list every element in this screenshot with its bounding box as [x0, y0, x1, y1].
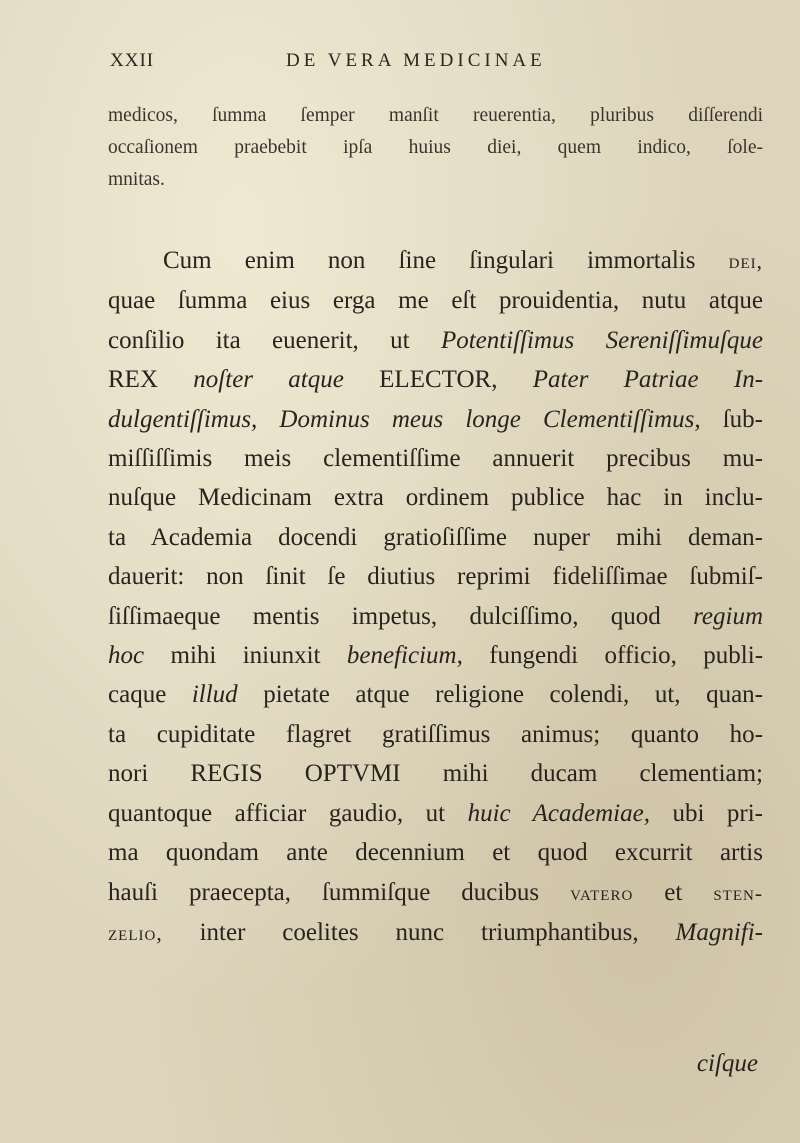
- italic-run: huic Academiae,: [467, 799, 650, 827]
- text-line: mnitas.: [108, 169, 165, 190]
- text-line: [108, 873, 763, 913]
- text-run: pietate atque religione colendi, ut, quan-: [263, 681, 764, 709]
- text-run: REX: [108, 366, 158, 394]
- text-run: et: [664, 878, 683, 906]
- page-number: XXII: [110, 50, 155, 71]
- text-run: quantoque afficiar gaudio, ut: [108, 799, 446, 827]
- text-line: [108, 321, 763, 360]
- text-run: mihi iniunxit: [170, 642, 321, 670]
- text-line: nori REGIS OPTVMI mihi ducam clementiam;: [108, 760, 763, 788]
- running-title: DE VERA MEDICINAE: [286, 50, 546, 71]
- italic-run: Potentiſſimus Sereniſſimuſque: [440, 326, 763, 354]
- italic-run: hoc: [108, 642, 145, 670]
- italic-run: illud: [191, 681, 238, 709]
- text-line: [108, 636, 763, 675]
- small-caps-run: vatero: [570, 880, 634, 905]
- text-line: miſſiſſimis meis clementiſſime annuerit precibus mu-: [108, 445, 763, 473]
- text-line: ta cupiditate flagret gratiſſimus animus; quanto ho-: [108, 720, 763, 748]
- running-header: [110, 50, 690, 80]
- text-line: [108, 794, 763, 833]
- text-run: Cum enim non ſine ſingulari immortalis: [163, 247, 696, 274]
- text-line: [108, 360, 763, 399]
- text-run: hauſi praecepta, ſummiſque ducibus: [108, 878, 540, 906]
- text-line: ta Academia docendi gratioſiſſime nuper mihi deman-: [108, 523, 763, 551]
- text-line: nuſque Medicinam extra ordinem publice hac in inclu-: [108, 484, 763, 512]
- text-run: ſub-: [722, 405, 764, 433]
- text-run: ſiſſimaeque mentis impetus, dulciſſimo, quod: [108, 602, 661, 630]
- small-caps-run: sten-: [713, 880, 764, 905]
- italic-run: Magnifi-: [675, 918, 764, 946]
- text-run: fungendi officio, publi-: [489, 642, 764, 670]
- text-line: [108, 597, 763, 636]
- text-line: [108, 913, 763, 953]
- text-run: ubi pri-: [672, 799, 764, 827]
- text-line: [108, 400, 763, 439]
- main-paragraph: [108, 241, 763, 953]
- text-line: [108, 241, 763, 281]
- text-run: conſilio ita euenerit, ut: [108, 326, 410, 354]
- text-line: medicos, ſumma ſemper manſit reuerentia, pluribus diſſerendi: [108, 105, 763, 126]
- text-line: ma quondam ante decennium et quod excurrit artis: [108, 839, 763, 867]
- italic-run: Pater Patriae In-: [532, 366, 764, 394]
- intro-paragraph: [108, 100, 763, 196]
- catchword: ciſque: [696, 1050, 758, 1077]
- text-run: caque: [108, 681, 167, 709]
- italic-run: noſter atque: [193, 366, 344, 394]
- italic-run: regium: [693, 602, 764, 630]
- small-caps-run: zelio,: [108, 920, 163, 945]
- text-line: [108, 675, 763, 714]
- italic-run: dulgentiſſimus, Dominus meus longe Clementiſſimus,: [108, 405, 701, 433]
- text-line: dauerit: non ſinit ſe diutius reprimi fideliſſimae ſubmiſ-: [108, 563, 763, 591]
- text-line: quae ſumma eius erga me eſt prouidentia, nutu atque: [108, 287, 763, 315]
- text-run: inter coelites nunc triumphantibus,: [199, 918, 639, 946]
- text-line: occaſionem praebebit ipſa huius diei, quem indico, ſole-: [108, 137, 763, 158]
- italic-run: beneficium,: [346, 642, 463, 670]
- small-caps-run: dei,: [728, 249, 763, 273]
- text-run: ELECTOR,: [379, 366, 498, 394]
